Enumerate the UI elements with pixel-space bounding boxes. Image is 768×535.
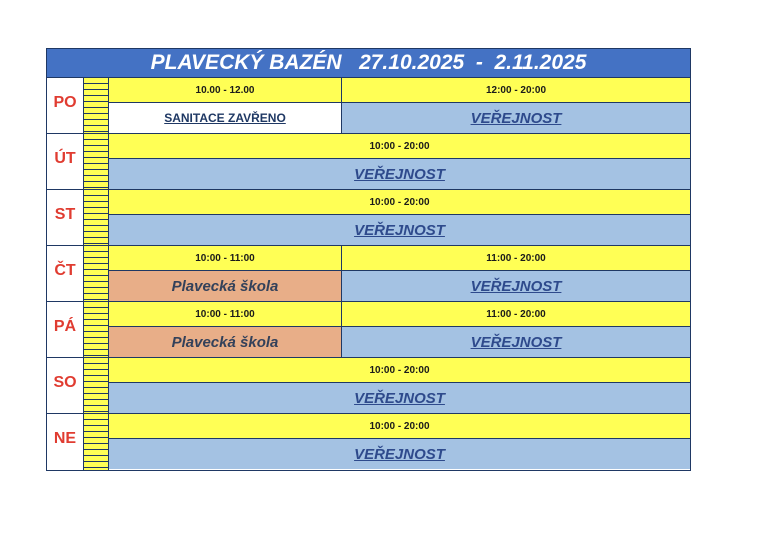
slot-activity: VEŘEJNOST: [342, 271, 690, 301]
slot-time: 10:00 - 20:00: [109, 358, 690, 382]
slot-time: 11:00 - 20:00: [342, 246, 690, 270]
day-slots: [109, 302, 690, 357]
day-label: ČT: [47, 246, 84, 301]
day-slots: [109, 246, 690, 301]
time-row: [109, 302, 690, 327]
slot-activity: SANITACE ZAVŘENO: [109, 103, 342, 133]
slot-activity: VEŘEJNOST: [342, 103, 690, 133]
slot-activity: Plavecká škola: [109, 327, 342, 357]
activity-row: [109, 159, 690, 189]
activity-row: [109, 439, 690, 469]
activity-row: [109, 103, 690, 133]
day-row: [47, 414, 690, 470]
day-slots: [109, 78, 690, 133]
slot-time: 12:00 - 20:00: [342, 78, 690, 102]
slot-activity: VEŘEJNOST: [342, 327, 690, 357]
pool-lanes-graphic: [84, 190, 109, 245]
schedule-days: [47, 78, 690, 470]
activity-row: [109, 327, 690, 357]
day-label: PO: [47, 78, 84, 133]
slot-activity: VEŘEJNOST: [109, 215, 690, 245]
day-row: [47, 190, 690, 246]
day-row: [47, 302, 690, 358]
time-row: [109, 78, 690, 103]
slot-activity: VEŘEJNOST: [109, 439, 690, 469]
time-row: [109, 414, 690, 439]
pool-lanes-graphic: [84, 246, 109, 301]
day-label: NE: [47, 414, 84, 470]
pool-lanes-graphic: [84, 134, 109, 189]
pool-lanes-graphic: [84, 414, 109, 470]
slot-time: 10:00 - 11:00: [109, 302, 342, 326]
pool-lanes-graphic: [84, 78, 109, 133]
slot-time: 11:00 - 20:00: [342, 302, 690, 326]
day-label: SO: [47, 358, 84, 413]
slot-time: 10:00 - 20:00: [109, 190, 690, 214]
day-row: [47, 134, 690, 190]
day-label: ST: [47, 190, 84, 245]
day-slots: [109, 134, 690, 189]
day-slots: [109, 190, 690, 245]
slot-time: 10:00 - 11:00: [109, 246, 342, 270]
pool-lanes-graphic: [84, 358, 109, 413]
time-row: [109, 134, 690, 159]
day-row: [47, 358, 690, 414]
slot-time: 10:00 - 20:00: [109, 414, 690, 438]
day-row: [47, 246, 690, 302]
pool-lanes-graphic: [84, 302, 109, 357]
day-slots: [109, 358, 690, 413]
time-row: [109, 190, 690, 215]
day-slots: [109, 414, 690, 470]
time-row: [109, 246, 690, 271]
slot-time: 10.00 - 12.00: [109, 78, 342, 102]
slot-activity: VEŘEJNOST: [109, 383, 690, 413]
day-label: ÚT: [47, 134, 84, 189]
schedule-title: PLAVECKÝ BAZÉN 27.10.2025 - 2.11.2025: [47, 49, 690, 78]
day-row: [47, 78, 690, 134]
activity-row: [109, 383, 690, 413]
pool-schedule-table: [46, 48, 691, 471]
time-row: [109, 358, 690, 383]
slot-activity: VEŘEJNOST: [109, 159, 690, 189]
activity-row: [109, 271, 690, 301]
slot-activity: Plavecká škola: [109, 271, 342, 301]
activity-row: [109, 215, 690, 245]
day-label: PÁ: [47, 302, 84, 357]
slot-time: 10:00 - 20:00: [109, 134, 690, 158]
